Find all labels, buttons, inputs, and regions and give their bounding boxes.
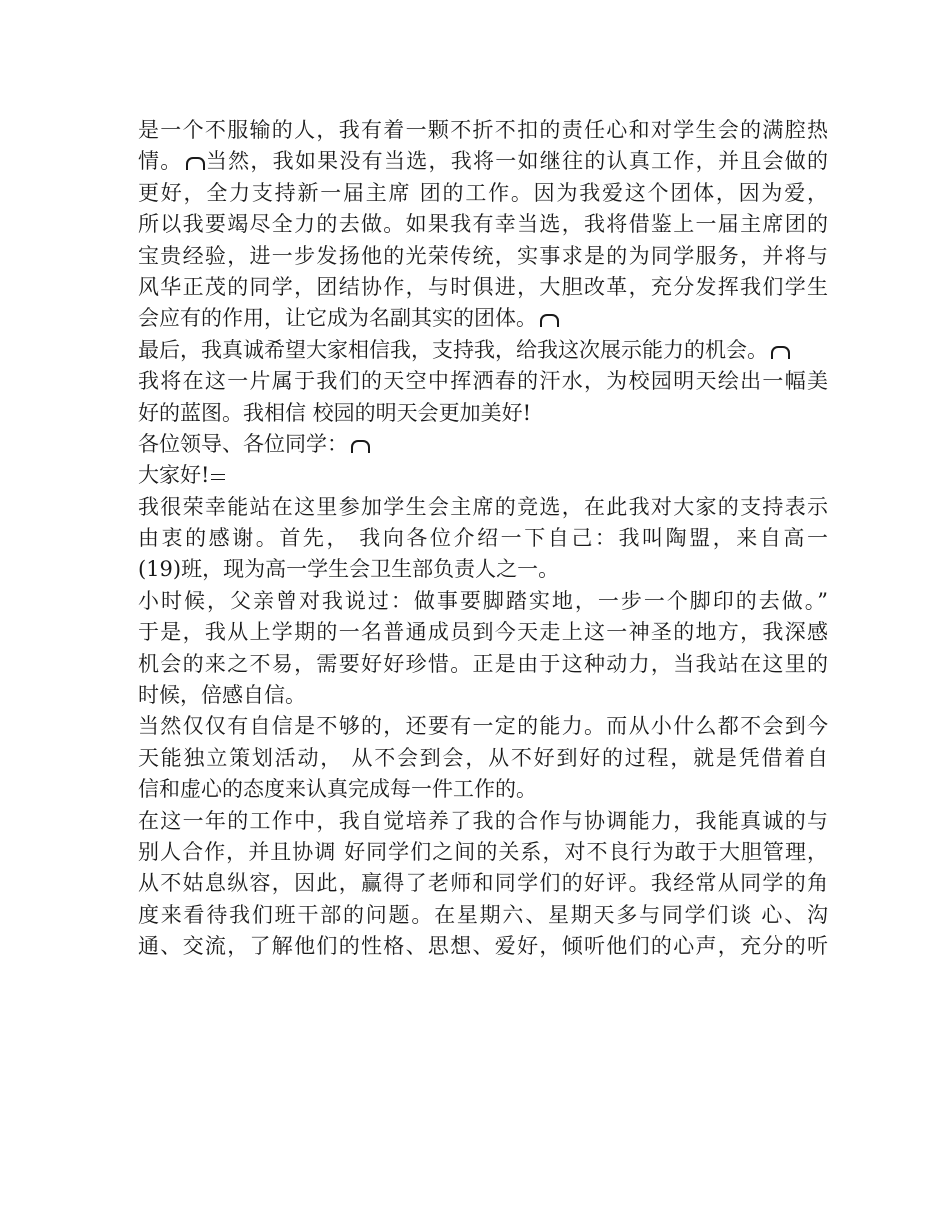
text-line-10: 好的蓝图。我相信 校园的明天会更加美好!: [138, 400, 532, 425]
text-line-3: 更好，全力支持新一届主席 团的工作。因为我爱这个团体，因为爱，: [138, 180, 828, 205]
text-line-15: (19)班，现为高一学生会卫生部负责人之一。: [138, 557, 560, 582]
paragraph-mark-icon: [186, 157, 205, 170]
text-line-14: 由衷的感谢。首先， 我向各位介绍一下自己：我叫陶盟，来自高一: [138, 526, 828, 551]
text-line-4: 所以我要竭尽全力的去做。如果我有幸当选，我将借鉴上一届主席团的: [138, 212, 828, 237]
line-break-mark-icon: [211, 472, 225, 482]
text-line-20: 当然仅仅有自信是不够的，还要有一定的能力。而从小什么都不会到今: [138, 714, 828, 739]
text-line-11: [138, 429, 828, 460]
text-line-1: 是一个不服输的人，我有着一颗不折不扣的责任心和对学生会的满腔热: [138, 118, 828, 142]
text-line-5: 宝贵经验，进一步发扬他的光荣传统，实事求是的为同学服务，并将与: [138, 243, 828, 268]
text-segment: 情。: [138, 149, 183, 174]
text-segment: 会应有的作用，让它成为名副其实的团体。: [138, 306, 537, 331]
text-line-23: 在这一年的工作中，我自觉培养了我的合作与协调能力，我能真诚的与: [138, 808, 828, 833]
text-segment: 各位领导、各位同学：: [138, 431, 348, 456]
text-line-6: 风华正茂的同学，团结协作，与时俱进，大胆改革，充分发挥我们学生: [138, 274, 828, 299]
text-line-17: 于是，我从上学期的一名普通成员到今天走上这一神圣的地方，我深感: [138, 620, 828, 645]
text-line-27: 通、交流，了解他们的性格、思想、爱好，倾听他们的心声，充分的听: [138, 934, 828, 959]
text-line-2: [138, 146, 828, 177]
text-line-13: 我很荣幸能站在这里参加学生会主席的竞选，在此我对大家的支持表示: [138, 494, 828, 519]
paragraph-mark-icon: [771, 346, 790, 359]
text-segment: 大家好!: [138, 463, 210, 488]
text-segment: 最后，我真诚希望大家相信我，支持我，给我这次展示能力的机会。: [138, 337, 768, 362]
document-page: [138, 115, 828, 963]
paragraph-mark-icon: [351, 440, 370, 453]
text-segment: 当然，我如果没有当选，我将一如继往的认真工作，并且会做的: [204, 149, 828, 174]
text-line-18: 机会的来之不易，需要好好珍惜。正是由于这种动力，当我站在这里的: [138, 651, 828, 676]
text-line-26: 度来看待我们班干部的问题。在星期六、星期天多与同学们谈 心、沟: [138, 902, 828, 927]
text-line-22: 信和虚心的态度来认真完成每一件工作的。: [138, 777, 537, 802]
paragraph-mark-icon: [540, 314, 559, 327]
text-line-19: 时候，倍感自信。: [138, 683, 306, 708]
text-line-8: [138, 335, 828, 366]
text-line-25: 从不姑息纵容，因此，赢得了老师和同学们的好评。我经常从同学的角: [138, 871, 828, 896]
text-line-7: [138, 303, 828, 334]
text-line-9: 我将在这一片属于我们的天空中挥洒春的汗水，为校园明天绘出一幅美: [138, 369, 828, 394]
text-line-24: 别人合作，并且协调 好同学们之间的关系，对不良行为敢于大胆管理，: [138, 839, 828, 864]
text-line-21: 天能独立策划活动， 从不会到会，从不好到好的过程，就是凭借着自: [138, 745, 828, 770]
text-line-12: [138, 460, 828, 491]
text-line-16: 小时候，父亲曾对我说过：做事要脚踏实地，一步一个脚印的去做。”: [138, 588, 828, 613]
